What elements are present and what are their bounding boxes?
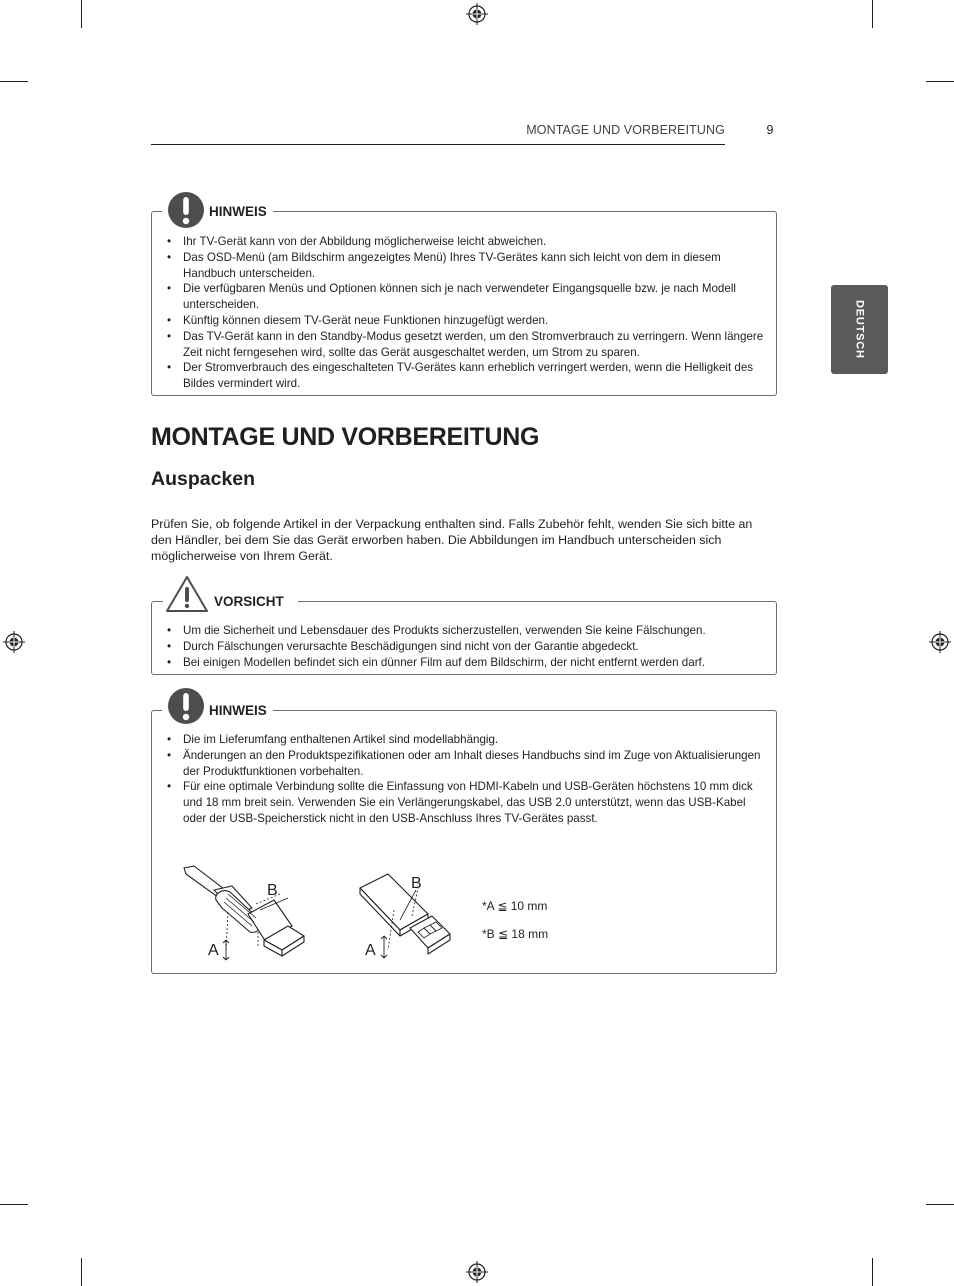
header-rule <box>151 144 725 145</box>
note-box-1 <box>151 211 777 396</box>
list-item: • Änderungen an den Produktspezifikationen oder am Inhalt dieses Handbuchs sind im Zuge von Aktualisierungen der Produktfunktionen vorbehalten. <box>152 748 776 780</box>
usb-label-b: B <box>411 875 422 892</box>
list-item: • Bei einigen Modellen befindet sich ein dünner Film auf dem Bildschirm, der nicht entfernt werden darf. <box>152 655 776 671</box>
list-item: • Der Stromverbrauch des eingeschalteten TV-Gerätes kann erheblich verringert werden, wenn die Helligkeit des Bildes vermindert wird. <box>152 360 776 392</box>
crop-mark <box>0 1204 28 1205</box>
list-item: • Die im Lieferumfang enthaltenen Artikel sind modellabhängig. <box>152 732 776 748</box>
hdmi-connector-illustration <box>178 864 310 964</box>
registration-mark-icon <box>929 631 951 653</box>
list-item: • Durch Fälschungen verursachte Beschädigungen sind nicht von der Garantie abgedeckt. <box>152 639 776 655</box>
warning-triangle-icon <box>163 574 211 614</box>
caution-list <box>152 602 776 670</box>
note-title-1: HINWEIS <box>205 204 273 219</box>
usb-label-a: A <box>365 942 376 959</box>
language-tab-label: DEUTSCH <box>853 300 866 359</box>
dimension-a: *A ≦ 10 mm <box>482 899 548 913</box>
caution-box <box>151 601 777 675</box>
list-item: • Die verfügbaren Menüs und Optionen können sich je nach verwendeter Eingangsquelle bzw. je nach Modell unterscheiden. <box>152 281 776 313</box>
page-number: 9 <box>766 123 774 137</box>
list-item: • Künftig können diesem TV-Gerät neue Funktionen hinzugefügt werden. <box>152 313 776 329</box>
list-item: • Für eine optimale Verbindung sollte die Einfassung von HDMI-Kabeln und USB-Geräten höchstens 10 mm dick und 18 mm breit sein. Verwenden Sie ein Verlängerungskabel, das USB 2.0 unterstützt, wenn das USB-Kabel oder der USB-Speicherstick nicht in den USB-Anschluss Ihres TV-Gerätes passt. <box>152 779 776 826</box>
hdmi-label-b: B <box>267 882 278 899</box>
registration-mark-icon <box>466 1261 488 1283</box>
hdmi-label-a: A <box>208 942 219 959</box>
registration-mark-icon <box>3 631 25 653</box>
crop-mark <box>81 0 82 28</box>
language-tab <box>831 285 888 374</box>
note-list-1 <box>152 212 776 392</box>
note-title-2: HINWEIS <box>205 703 273 718</box>
note-list-2 <box>152 711 776 827</box>
section-subtitle: Auspacken <box>151 468 256 490</box>
exclamation-circle-icon <box>162 190 206 230</box>
caution-title: VORSICHT <box>210 594 298 609</box>
registration-mark-icon <box>466 3 488 25</box>
running-header: MONTAGE UND VORBEREITUNG <box>526 123 725 137</box>
list-item: • Das OSD-Menü (am Bildschirm angezeigtes Menü) Ihres TV-Gerätes kann sich leicht von dem in diesem Handbuch unterscheiden. <box>152 250 776 282</box>
page-title: MONTAGE UND VORBEREITUNG <box>151 423 540 451</box>
crop-mark <box>0 81 28 82</box>
intro-paragraph: Prüfen Sie, ob folgende Artikel in der Verpackung enthalten sind. Falls Zubehör fehlt, wenden Sie sich bitte an den Händler, bei dem Sie das Gerät erworben haben. Die Abbildungen im Handbuch unterscheiden sich möglicherweise von Ihrem Gerät. <box>151 517 753 563</box>
list-item: • Ihr TV-Gerät kann von der Abbildung möglicherweise leicht abweichen. <box>152 234 776 250</box>
crop-mark <box>926 81 954 82</box>
crop-mark <box>872 1258 873 1286</box>
dimension-b: *B ≦ 18 mm <box>482 927 549 941</box>
crop-mark <box>81 1258 82 1286</box>
crop-mark <box>926 1204 954 1205</box>
list-item: • Das TV-Gerät kann in den Standby-Modus gesetzt werden, um den Stromverbrauch zu verringern. Wenn längere Zeit nicht ferngesehen wird, sollte das Gerät ausgeschaltet werden, um Strom zu sparen. <box>152 329 776 361</box>
list-item: • Um die Sicherheit und Lebensdauer des Produkts sicherzustellen, verwenden Sie keine Fälschungen. <box>152 623 776 639</box>
crop-mark <box>872 0 873 28</box>
exclamation-circle-icon <box>162 686 206 726</box>
